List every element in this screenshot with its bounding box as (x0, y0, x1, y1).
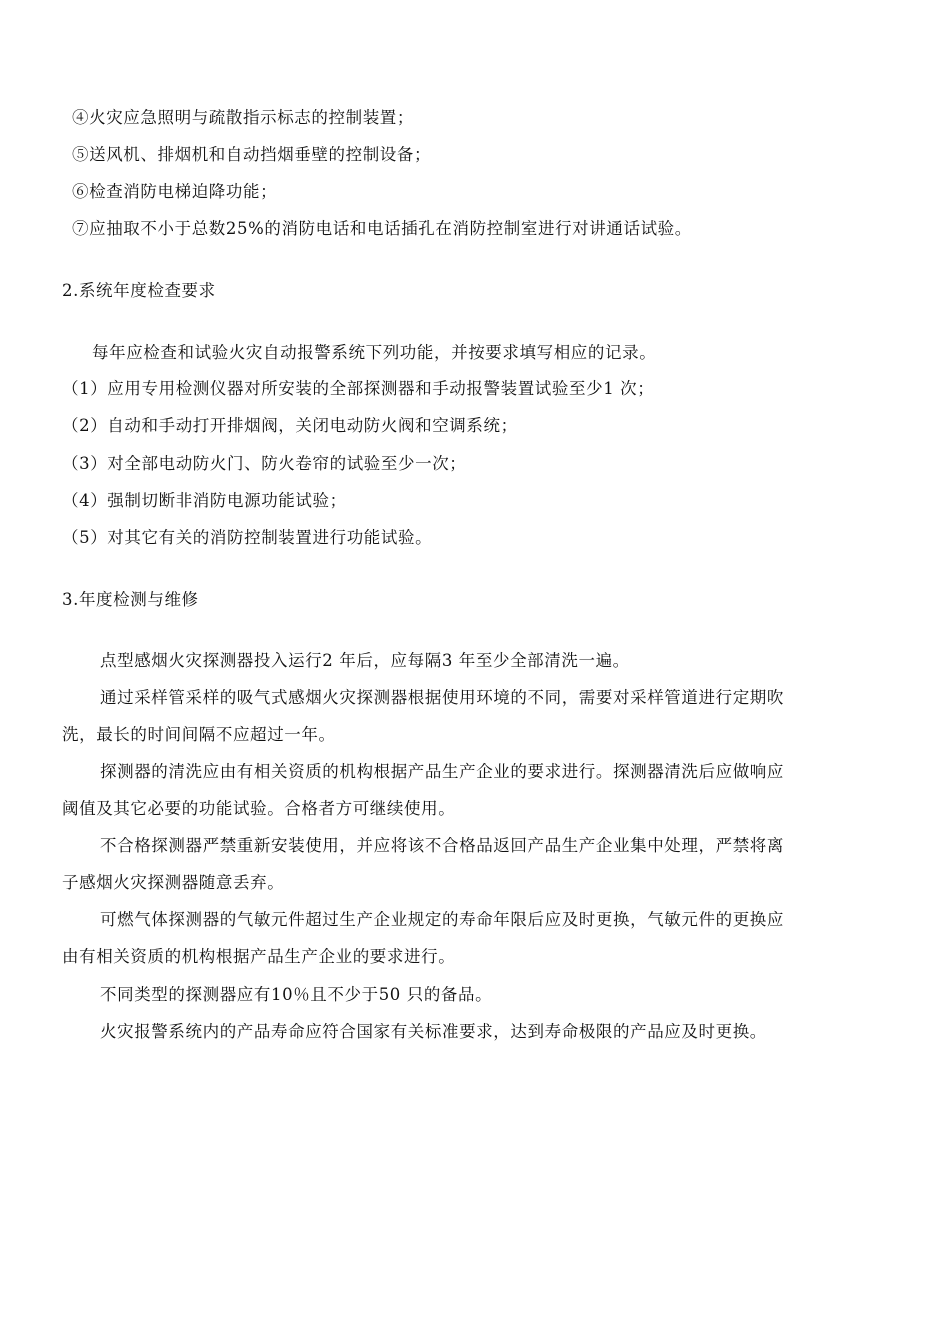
paragraph-line: 火灾报警系统内的产品寿命应符合国家有关标准要求，达到寿命极限的产品应及时更换。 (100, 1022, 767, 1041)
list-item: （1）应用专用检测仪器对所安装的全部探测器和手动报警装置试验至少1 次； (62, 379, 655, 398)
paragraph-line: 不合格探测器严禁重新安装使用，并应将该不合格品返回产品生产企业集中处理，严禁将离 (100, 836, 784, 855)
list-item: （4）强制切断非消防电源功能试验； (62, 491, 347, 510)
section-heading: 3.年度检测与维修 (62, 590, 199, 609)
list-item: ⑦应抽取不小于总数25%的消防电话和电话插孔在消防控制室进行对讲通话试验。 (72, 219, 692, 238)
list-item: （5）对其它有关的消防控制装置进行功能试验。 (62, 528, 433, 547)
paragraph: 每年应检查和试验火灾自动报警系统下列功能，并按要求填写相应的记录。 (92, 343, 657, 362)
paragraph-line: 探测器的清洗应由有相关资质的机构根据产品生产企业的要求进行。探测器清洗后应做响应 (100, 762, 784, 781)
paragraph-line: 可燃气体探测器的气敏元件超过生产企业规定的寿命年限后应及时更换，气敏元件的更换应 (100, 910, 784, 929)
list-item: ⑤送风机、排烟机和自动挡烟垂壁的控制设备； (72, 145, 432, 164)
list-item: （3）对全部电动防火门、防火卷帘的试验至少一次； (62, 454, 467, 473)
paragraph-line: 点型感烟火灾探测器投入运行2 年后，应每隔3 年至少全部清洗一遍。 (100, 651, 630, 670)
paragraph-line: 不同类型的探测器应有10％且不少于50 只的备品。 (100, 985, 493, 1004)
paragraph-line: 通过采样管采样的吸气式感烟火灾探测器根据使用环境的不同，需要对采样管道进行定期吹 (100, 688, 784, 707)
section-heading: 2.系统年度检查要求 (62, 281, 216, 300)
list-item: ④火灾应急照明与疏散指示标志的控制装置； (72, 108, 414, 127)
list-item: （2）自动和手动打开排烟阀，关闭电动防火阀和空调系统； (62, 416, 518, 435)
paragraph-line: 由有相关资质的机构根据产品生产企业的要求进行。 (62, 947, 456, 966)
paragraph-line: 洗，最长的时间间隔不应超过一年。 (62, 725, 336, 744)
paragraph-line: 阈值及其它必要的功能试验。合格者方可继续使用。 (62, 799, 456, 818)
paragraph-line: 子感烟火灾探测器随意丢弃。 (62, 873, 285, 892)
list-item: ⑥检查消防电梯迫降功能； (72, 182, 278, 201)
